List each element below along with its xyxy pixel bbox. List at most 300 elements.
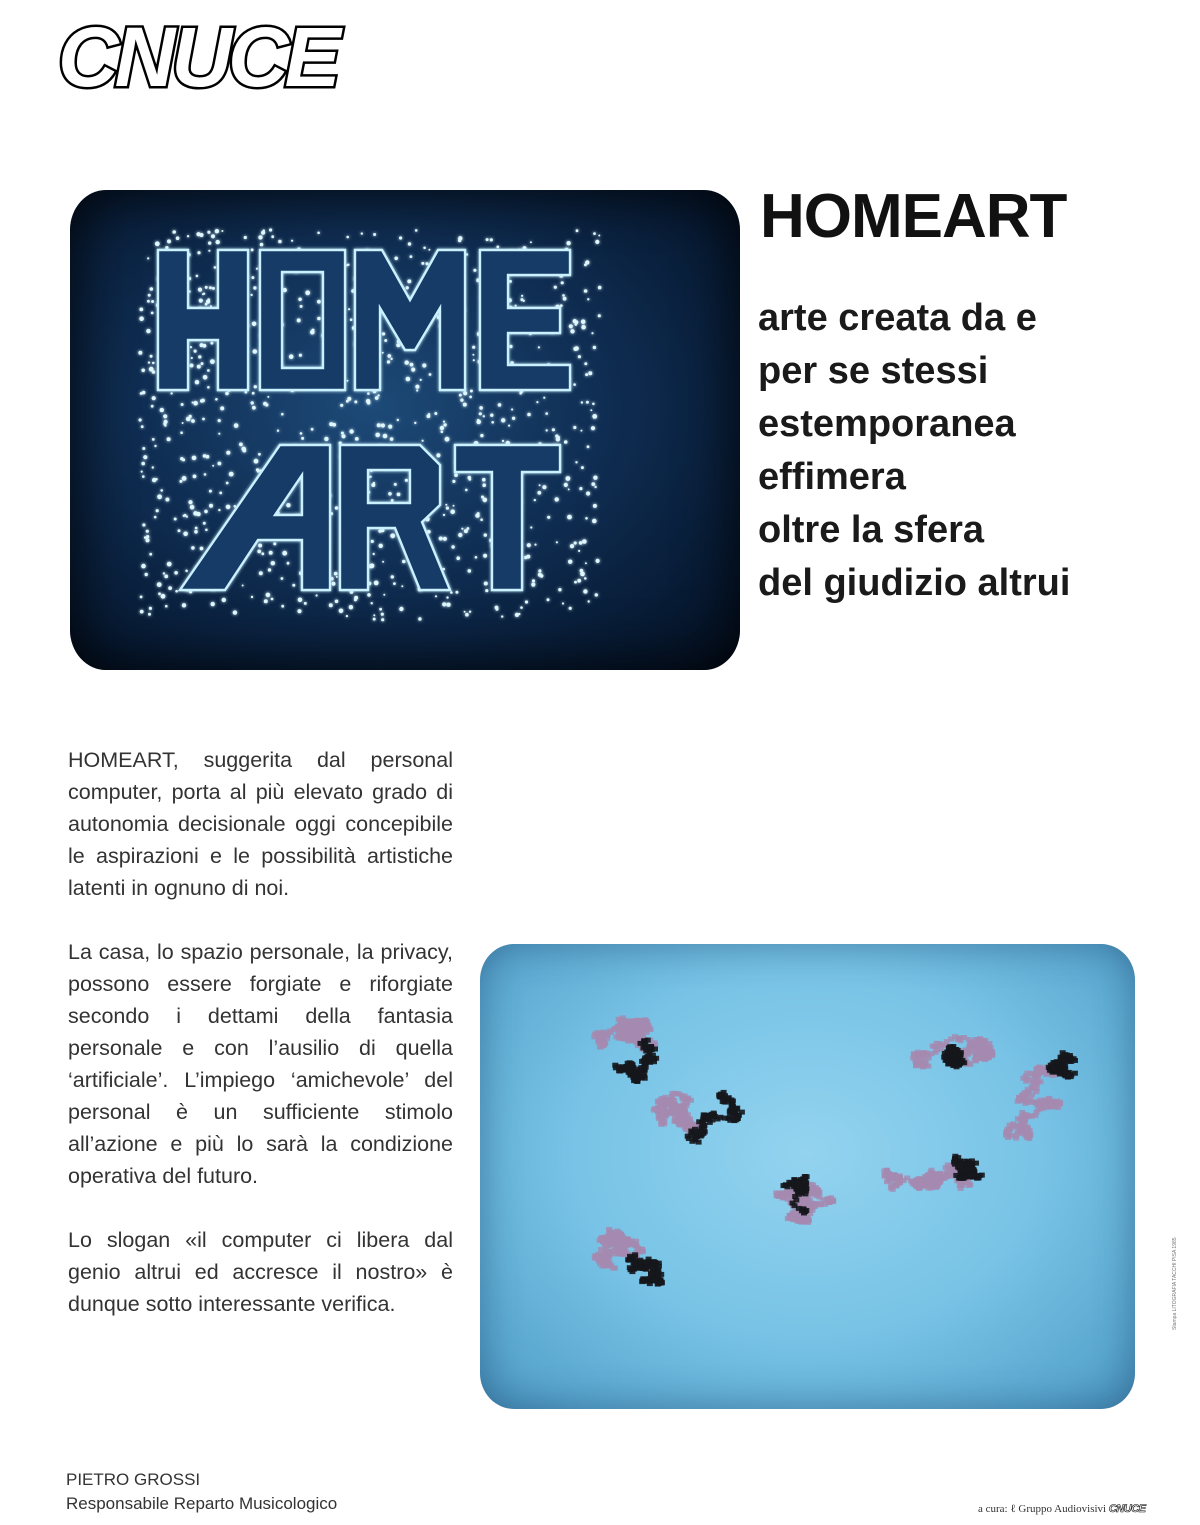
- glow-dot: [406, 377, 411, 382]
- glow-dot: [483, 498, 488, 503]
- letter-m: [355, 250, 465, 390]
- glow-dot: [373, 614, 375, 616]
- glow-dot: [373, 553, 375, 555]
- glow-dot: [367, 392, 370, 395]
- glow-dot: [592, 403, 595, 406]
- glow-dot: [566, 241, 570, 245]
- random-walk-trails: [591, 1015, 1078, 1286]
- glow-dot: [464, 611, 466, 613]
- glow-dot: [140, 610, 144, 614]
- glow-dot: [160, 489, 163, 492]
- glow-dot: [451, 545, 454, 548]
- glow-dot: [490, 414, 493, 417]
- glow-dot: [477, 419, 480, 422]
- glow-dot: [150, 287, 154, 291]
- glow-dot: [157, 494, 162, 499]
- glow-dot: [406, 286, 409, 289]
- glow-dot: [383, 594, 385, 596]
- glow-dot: [515, 613, 519, 617]
- glow-dot: [186, 417, 191, 422]
- glow-dot: [229, 472, 234, 477]
- glow-dot: [519, 392, 522, 395]
- glow-dot: [242, 585, 244, 587]
- glow-dot: [554, 286, 557, 289]
- glow-dot: [450, 509, 455, 514]
- glow-dot: [197, 365, 201, 369]
- glow-dot: [402, 560, 406, 564]
- glow-dot: [182, 603, 186, 607]
- glow-dot: [151, 300, 154, 303]
- credit-line: [978, 1503, 1145, 1515]
- glow-dot: [195, 527, 198, 530]
- glow-dot: [257, 550, 261, 554]
- glow-dot: [324, 437, 328, 441]
- glow-dot: [151, 405, 154, 408]
- glow-dot: [251, 276, 254, 279]
- glow-dot: [194, 530, 198, 534]
- glow-dot: [257, 470, 259, 472]
- glow-dot: [191, 546, 195, 550]
- glow-dot: [191, 419, 195, 423]
- glow-dot: [578, 355, 581, 358]
- glow-dot: [526, 555, 530, 559]
- glow-dot: [146, 535, 149, 538]
- glow-dot: [546, 429, 548, 431]
- glow-dot: [484, 582, 488, 586]
- glow-dot: [165, 498, 169, 502]
- glow-dot: [508, 425, 510, 427]
- glow-dot: [216, 240, 220, 244]
- glow-dot: [397, 419, 399, 421]
- glow-dot: [397, 493, 401, 497]
- glow-dot: [371, 483, 375, 487]
- glow-dot: [547, 598, 550, 601]
- glow-dot: [581, 319, 586, 324]
- glow-dot: [253, 349, 258, 354]
- glow-dot: [545, 412, 548, 415]
- glow-dot: [140, 596, 143, 599]
- glow-dot: [148, 361, 150, 363]
- body-paragraph: La casa, lo spazio personale, la privacy, possono essere forgiate e riforgiate secondo i dettami della fantasia personale e con l’ausilio di quella ‘artificiale’. L’impiego ‘amichevole’ del personal è un sufficiente stimolo all’azione e più lo sarà la condizione operativa del futuro.: [68, 940, 453, 1188]
- glow-dot: [509, 280, 512, 283]
- glow-dot: [575, 323, 578, 326]
- glow-dot: [483, 554, 487, 558]
- glow-dot: [349, 429, 353, 433]
- glow-dot: [443, 537, 447, 541]
- glow-dot: [160, 408, 164, 412]
- body-paragraph: Lo slogan «il computer ci libera dal genio altrui ed accresce il nostro» è dunque sotto interessante verifica.: [68, 1228, 453, 1316]
- glow-dot: [375, 433, 380, 438]
- subtitle-line: del giudizio altrui: [758, 562, 1071, 604]
- glow-dot: [552, 428, 555, 431]
- subtitle-line: arte creata da e: [758, 297, 1037, 339]
- glow-dot: [212, 287, 215, 290]
- glow-dot: [595, 593, 598, 596]
- glow-dot: [561, 281, 564, 284]
- glow-dot: [538, 569, 541, 572]
- glow-dot: [339, 609, 344, 614]
- glow-dot: [562, 602, 564, 604]
- glow-dot: [547, 516, 550, 519]
- glow-dot: [445, 504, 447, 506]
- glow-dot: [180, 457, 183, 460]
- subtitle-block: [758, 292, 1070, 610]
- glow-dot: [531, 583, 535, 587]
- glow-dot: [157, 582, 162, 587]
- glow-dot: [201, 399, 205, 403]
- glow-dot: [416, 389, 418, 391]
- glow-dot: [479, 412, 482, 415]
- glow-dot: [393, 582, 396, 585]
- walk-pixel: [944, 1049, 950, 1054]
- glow-dot: [584, 264, 587, 267]
- glow-dot: [564, 483, 568, 487]
- glow-dot: [405, 360, 409, 364]
- glow-dot: [148, 294, 151, 297]
- glow-dot: [251, 596, 253, 598]
- glow-dot: [373, 618, 376, 621]
- glow-dot: [269, 228, 272, 231]
- glow-dot: [586, 401, 589, 404]
- glow-dot: [573, 426, 576, 429]
- walk-pixel: [1019, 1119, 1025, 1124]
- glow-dot: [218, 509, 220, 511]
- glow-dot: [591, 482, 595, 486]
- glow-dot: [593, 346, 596, 349]
- glow-dot: [208, 241, 211, 244]
- glow-dot: [381, 423, 385, 427]
- glow-dot: [496, 608, 499, 611]
- letter-r: [340, 445, 450, 590]
- glow-dot: [154, 516, 157, 519]
- glow-dot: [146, 538, 150, 542]
- glow-dot: [373, 233, 376, 236]
- glow-dot: [163, 414, 167, 418]
- glow-dot: [543, 397, 545, 399]
- glow-dot: [441, 431, 444, 434]
- glow-dot: [332, 423, 336, 427]
- glow-dot: [581, 401, 583, 403]
- glow-dot: [458, 533, 462, 537]
- glow-dot: [440, 426, 444, 430]
- walk-pixel: [719, 1092, 725, 1097]
- glow-dot: [446, 507, 449, 510]
- glow-dot: [475, 556, 478, 559]
- glow-dot: [225, 392, 229, 396]
- glow-dot: [458, 239, 461, 242]
- glow-dot: [163, 572, 165, 574]
- glow-dot: [186, 516, 188, 518]
- glow-dot: [254, 385, 257, 388]
- glow-dot: [454, 473, 458, 477]
- glow-dot: [491, 421, 494, 424]
- glow-dot: [530, 241, 532, 243]
- glow-dot: [252, 392, 255, 395]
- glow-dot: [387, 354, 391, 358]
- glow-dot: [301, 437, 304, 440]
- glow-dot: [511, 408, 513, 410]
- glow-dot: [152, 362, 155, 365]
- glow-dot: [367, 401, 371, 405]
- author-name: PIETRO GROSSI: [66, 1470, 201, 1489]
- homeart-screen: [70, 190, 740, 670]
- walk-pixel: [640, 1278, 646, 1283]
- glow-dot: [341, 432, 344, 435]
- glow-dot: [203, 522, 206, 525]
- glow-dot: [141, 425, 144, 428]
- glow-dot: [427, 414, 431, 418]
- glow-dot: [475, 513, 479, 517]
- subtitle-line: effimera: [758, 456, 906, 498]
- letter-a: [180, 445, 330, 590]
- body-text: [68, 744, 453, 1352]
- glow-dot: [335, 506, 339, 510]
- glow-dot: [149, 553, 152, 556]
- glow-dot: [527, 543, 531, 547]
- glow-dot: [434, 412, 437, 415]
- glow-dot: [190, 364, 194, 368]
- glow-dot: [145, 573, 148, 576]
- glow-dot: [167, 239, 171, 243]
- glow-dot: [591, 332, 593, 334]
- glow-dot: [193, 401, 198, 406]
- glow-dot: [289, 354, 294, 359]
- glow-dot: [375, 396, 379, 400]
- walk-pixel: [661, 1108, 667, 1113]
- glow-dot: [436, 453, 440, 457]
- glow-dot: [512, 417, 515, 420]
- glow-dot: [212, 465, 214, 467]
- glow-dot: [472, 346, 475, 349]
- glow-dot: [370, 563, 375, 568]
- glow-dot: [598, 314, 601, 317]
- glow-dot: [388, 425, 392, 429]
- glow-dot: [239, 443, 243, 447]
- glow-dot: [585, 373, 588, 376]
- glow-dot: [584, 577, 587, 580]
- glow-dot: [581, 325, 586, 330]
- glow-dot: [210, 342, 213, 345]
- glow-dot: [297, 318, 301, 322]
- glow-dot: [151, 312, 154, 315]
- glow-dot: [167, 437, 171, 441]
- glow-dot: [174, 571, 178, 575]
- glow-dot: [221, 230, 223, 232]
- glow-dot: [382, 352, 384, 354]
- glow-dot: [178, 529, 181, 532]
- glow-dot: [584, 362, 587, 365]
- glow-dot: [155, 241, 160, 246]
- glow-dot: [258, 453, 261, 456]
- glow-dot: [196, 275, 199, 278]
- glow-dot: [423, 247, 426, 250]
- glow-dot: [297, 609, 301, 613]
- glow-dot: [387, 360, 390, 363]
- glow-dot: [592, 414, 597, 419]
- glow-dot: [443, 423, 446, 426]
- glow-dot: [394, 257, 398, 261]
- glow-dot: [407, 279, 411, 283]
- glow-dot: [176, 236, 180, 240]
- glow-dot: [569, 607, 572, 610]
- glow-dot: [540, 574, 544, 578]
- page-title: HOMEART: [760, 182, 1067, 251]
- glow-dot: [139, 418, 142, 421]
- glow-dot: [147, 300, 150, 303]
- walk-pixel: [598, 1039, 604, 1044]
- glow-dot: [209, 286, 212, 289]
- glow-dot: [218, 462, 222, 466]
- glow-dot: [361, 232, 363, 234]
- glow-dot: [259, 571, 263, 575]
- glow-dot: [164, 424, 166, 426]
- glow-dot: [165, 605, 168, 608]
- glow-dot: [422, 363, 426, 367]
- glow-dot: [142, 475, 145, 478]
- glow-dot: [455, 591, 458, 594]
- glow-dot: [181, 403, 184, 406]
- glow-dot: [210, 359, 215, 364]
- glow-dot: [182, 422, 184, 424]
- glow-dot: [459, 394, 462, 397]
- glow-dot: [390, 358, 392, 360]
- glow-dot: [566, 476, 571, 481]
- credit-logo: CNUCE: [1108, 1503, 1146, 1515]
- glow-dot: [401, 585, 403, 587]
- glow-dot: [267, 396, 269, 398]
- glow-dot: [585, 562, 587, 564]
- glow-dot: [396, 343, 400, 347]
- glow-dot: [286, 503, 290, 507]
- glow-dot: [207, 231, 210, 234]
- glow-dot: [390, 533, 395, 538]
- glow-dot: [226, 451, 230, 455]
- glow-dot: [250, 294, 252, 296]
- glow-dot: [252, 406, 256, 410]
- glow-dot: [415, 229, 418, 232]
- glow-dot: [592, 519, 597, 524]
- glow-dot: [530, 526, 532, 528]
- subtitle-line: per se stessi: [758, 350, 989, 392]
- glow-dot: [585, 517, 588, 520]
- glow-dot: [226, 505, 231, 510]
- glow-dot: [190, 505, 195, 510]
- glow-dot: [241, 447, 246, 452]
- glow-dot: [473, 359, 475, 361]
- glow-dot: [141, 462, 145, 466]
- glow-dot: [201, 362, 204, 365]
- glow-dot: [211, 234, 215, 238]
- walk-pixel: [881, 1169, 887, 1174]
- glow-dot: [538, 346, 540, 348]
- glow-dot: [220, 406, 224, 410]
- glow-dot: [287, 562, 290, 565]
- glow-dot: [204, 473, 207, 476]
- glow-dot: [583, 589, 587, 593]
- walk-pixel: [1062, 1052, 1068, 1057]
- glow-dot: [205, 286, 208, 289]
- glow-dot: [483, 415, 485, 417]
- glow-dot: [355, 437, 359, 441]
- glow-dot: [569, 324, 573, 328]
- letter-h: [158, 250, 248, 390]
- glow-dot: [537, 491, 541, 495]
- glow-dot: [197, 251, 200, 254]
- glow-dot: [470, 390, 473, 393]
- glow-dot: [263, 402, 267, 406]
- glow-dot: [588, 600, 590, 602]
- glow-dot: [410, 363, 414, 367]
- walk-pixel: [630, 1062, 636, 1067]
- walk-pixel: [610, 1266, 616, 1271]
- glow-dot: [149, 367, 154, 372]
- cnuce-logo: [52, 8, 397, 100]
- glow-dot: [578, 550, 580, 552]
- walk-pixel: [812, 1204, 818, 1209]
- glow-dot: [379, 608, 382, 611]
- glow-dot: [382, 561, 384, 563]
- glow-dot: [253, 286, 256, 289]
- glow-dot: [381, 618, 384, 621]
- glow-dot: [573, 347, 577, 351]
- glow-dot: [408, 242, 411, 245]
- glow-dot: [167, 562, 172, 567]
- glow-dot: [317, 317, 321, 321]
- glow-dot: [141, 564, 146, 569]
- glow-dot: [174, 518, 177, 521]
- glow-dot: [251, 248, 254, 251]
- glow-dot: [501, 418, 505, 422]
- glow-dot: [347, 264, 349, 266]
- glow-dot: [205, 529, 208, 532]
- glow-dot: [467, 527, 470, 530]
- glow-dot: [172, 230, 176, 234]
- glow-dot: [190, 346, 192, 348]
- glow-dot: [310, 330, 315, 335]
- glow-dot: [278, 240, 282, 244]
- glow-dot: [211, 602, 215, 606]
- glow-dot: [341, 434, 345, 438]
- glow-dot: [421, 262, 424, 265]
- glow-dot: [564, 440, 568, 444]
- glow-dot: [260, 243, 264, 247]
- glow-dot: [300, 305, 303, 308]
- glow-dot: [150, 355, 153, 358]
- glow-dot: [183, 532, 188, 537]
- glow-dot: [347, 380, 349, 382]
- glow-dot: [560, 304, 563, 307]
- glow-dot: [584, 289, 588, 293]
- glow-dot: [594, 486, 596, 488]
- glow-dot: [208, 250, 210, 252]
- glow-dot: [450, 591, 453, 594]
- glow-dot: [156, 509, 159, 512]
- glow-dot: [152, 438, 155, 441]
- glow-dot: [586, 491, 590, 495]
- glow-dot: [468, 569, 472, 573]
- glow-dot: [429, 373, 432, 376]
- glow-dot: [593, 232, 596, 235]
- glow-dot: [391, 575, 394, 578]
- glow-dot: [336, 576, 338, 578]
- glow-dot: [175, 590, 178, 593]
- glow-dot: [590, 409, 592, 411]
- glow-dot: [377, 423, 381, 427]
- glow-dot: [576, 229, 579, 232]
- glow-dot: [374, 581, 379, 586]
- glow-dot: [298, 598, 303, 603]
- glow-dot: [446, 603, 450, 607]
